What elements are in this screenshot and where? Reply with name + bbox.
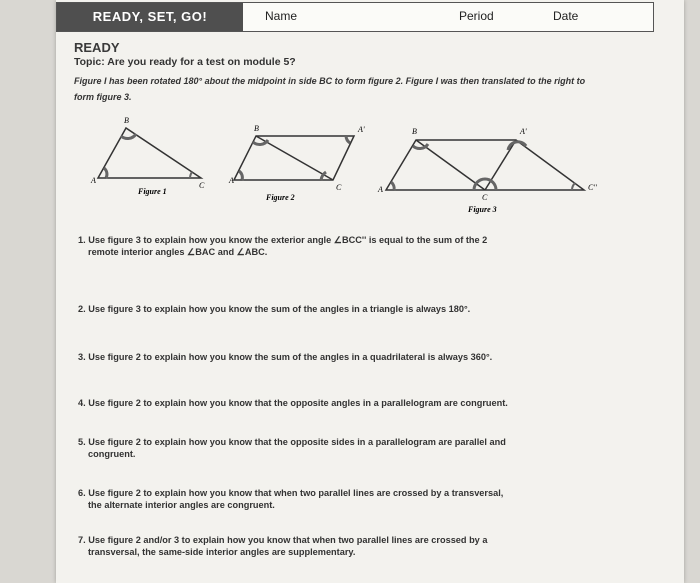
question-6-line-2: the alternate interior angles are congruent. <box>88 500 275 510</box>
question-1-line-2: remote interior angles ∠BAC and ∠ABC. <box>88 247 268 257</box>
question-2 <box>78 303 470 315</box>
fig2-caption: Figure 2 <box>266 193 295 202</box>
question-7 <box>78 534 487 558</box>
date-label: Date <box>553 9 579 23</box>
fig1-label-b: B <box>124 116 129 125</box>
fig1-label-c: C <box>199 181 205 190</box>
section-title: READY <box>74 40 120 55</box>
period-label: Period <box>459 9 494 23</box>
question-1-line-1: 1. Use figure 3 to explain how you know the exterior angle ∠BCC'' is equal to the sum of the 2 <box>78 235 488 245</box>
name-label: Name <box>265 9 298 23</box>
fig3-label-c-double-prime: C'' <box>588 183 597 192</box>
question-4 <box>78 397 508 409</box>
fig3-label-a-prime: A' <box>520 127 527 136</box>
figure-2 <box>228 124 365 202</box>
fig2-label-a-prime: A' <box>358 125 365 134</box>
fig1-caption: Figure 1 <box>138 187 167 196</box>
question-3 <box>78 351 492 363</box>
question-7-line-2: transversal, the same-side interior angles are supplementary. <box>88 547 356 557</box>
fig3-caption: Figure 3 <box>468 205 497 214</box>
fig2-label-c: C <box>336 183 342 192</box>
fig3-label-a: A <box>378 185 383 194</box>
question-7-line-1: 7. Use figure 2 and/or 3 to explain how you know that when two parallel lines are crossed by a <box>78 535 488 545</box>
question-5-line-2: congruent. <box>88 449 136 459</box>
question-1 <box>78 234 487 258</box>
question-4-line-1: 4. Use figure 2 to explain how you know that the opposite angles in a parallelogram are congruent. <box>78 398 508 408</box>
fig2-label-b: B <box>254 124 259 133</box>
figures-diagram <box>88 112 628 222</box>
figure-1 <box>90 116 205 196</box>
ready-set-go-title: READY, SET, GO! <box>57 3 243 31</box>
figure-3 <box>377 127 597 214</box>
fig3-label-b: B <box>412 127 417 136</box>
topic-line: Topic: Are you ready for a test on module 5? <box>74 56 296 68</box>
question-3-line-1: 3. Use figure 2 to explain how you know the sum of the angles in a quadrilateral is always 360°. <box>78 352 493 362</box>
intro-text: Figure I has been rotated 180° about the midpoint in side BC to form figure 2. Figure I was then translated to the right to form figure 3. <box>74 76 586 102</box>
fig1-label-a: A <box>91 176 96 185</box>
question-5 <box>78 436 506 460</box>
fig3-label-c: C <box>482 193 488 202</box>
question-5-line-1: 5. Use figure 2 to explain how you know that the opposite sides in a parallelogram are parallel and <box>78 437 506 447</box>
question-6 <box>78 487 503 511</box>
question-6-line-1: 6. Use figure 2 to explain how you know that when two parallel lines are crossed by a transversal, <box>78 488 504 498</box>
header-bar <box>56 2 654 32</box>
fig2-label-a: A <box>229 176 234 185</box>
question-2-line-1: 2. Use figure 3 to explain how you know the sum of the angles in a triangle is always 180°. <box>78 304 471 314</box>
